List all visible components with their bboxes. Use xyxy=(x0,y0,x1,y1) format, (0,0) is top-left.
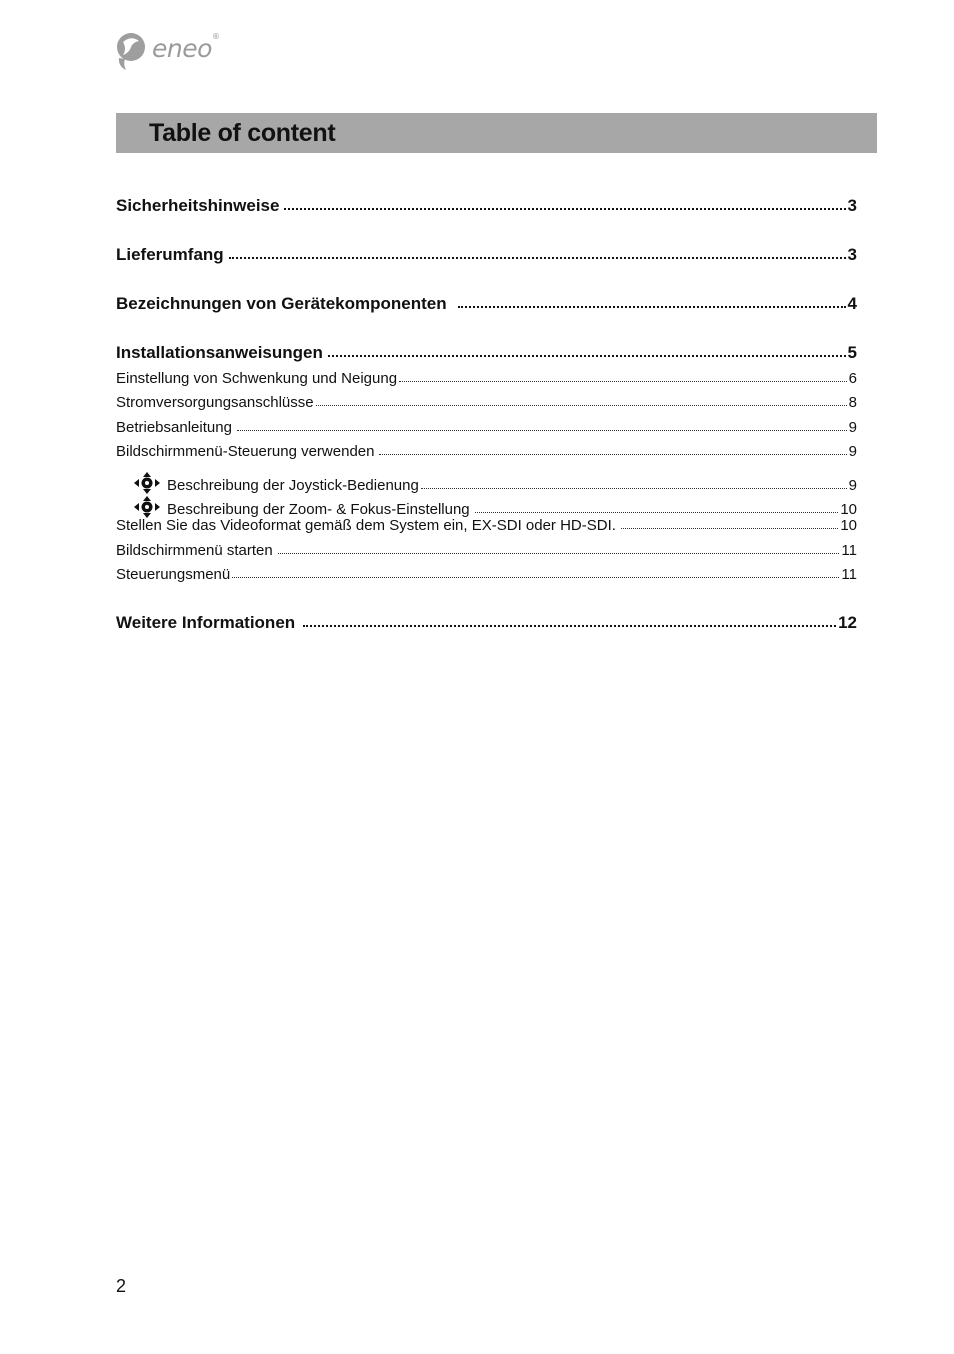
joystick-icon xyxy=(134,496,160,518)
toc-entry-label: Einstellung von Schwenkung und Neigung xyxy=(116,370,398,387)
toc-leader-dots xyxy=(475,510,839,513)
toc-entry-label: Bildschirmmenü-Steuerung verwenden xyxy=(116,443,375,460)
toc-leader-dots xyxy=(316,403,847,406)
toc-subentry[interactable] xyxy=(116,443,857,465)
toc-entry-label: Weitere Informationen xyxy=(116,613,296,632)
toc-entry-label: Beschreibung der Zoom- & Fokus-Einstellung xyxy=(167,501,470,518)
toc-leader-dots xyxy=(278,551,840,554)
toc-subentry[interactable] xyxy=(116,370,857,392)
toc-leader-dots xyxy=(421,486,847,489)
toc-leader-dots xyxy=(458,303,846,308)
toc-entry[interactable] xyxy=(116,343,857,367)
toc-entry[interactable] xyxy=(116,294,857,318)
brand-logo xyxy=(114,30,219,72)
toc-subentry[interactable] xyxy=(116,542,857,564)
toc-entry-page: 11 xyxy=(841,542,857,559)
toc-entry-label: Steuerungsmenü xyxy=(116,566,231,583)
toc-entry-page: 5 xyxy=(847,343,857,362)
toc-entry-page: 4 xyxy=(847,294,857,313)
toc-subentry[interactable] xyxy=(116,492,857,518)
joystick-icon xyxy=(134,472,160,494)
toc-subentry[interactable] xyxy=(116,419,857,441)
toc-entry[interactable] xyxy=(116,245,857,269)
toc-leader-dots xyxy=(284,205,845,210)
toc-entry-page: 9 xyxy=(848,443,857,460)
logo-wordmark: eneo® xyxy=(152,32,220,63)
toc-leader-dots xyxy=(328,352,846,357)
toc-leader-dots xyxy=(232,575,839,578)
toc-leader-dots xyxy=(303,622,836,627)
page-number: 2 xyxy=(116,1276,127,1296)
toc-entry-page: 11 xyxy=(841,566,857,583)
toc-leader-dots xyxy=(399,379,847,382)
toc-entry-page: 8 xyxy=(848,394,857,411)
title-bar xyxy=(116,113,877,153)
toc-entry-page: 6 xyxy=(848,370,857,387)
toc-entry-label: Stellen Sie das Videoformat gemäß dem System ein, EX-SDI oder HD-SDI. xyxy=(116,517,616,534)
toc-entry-page: 10 xyxy=(840,501,857,518)
toc-entry[interactable] xyxy=(116,196,857,220)
page-title: Table of content xyxy=(149,118,336,147)
toc-leader-dots xyxy=(379,452,846,455)
toc-leader-dots xyxy=(237,428,847,431)
toc-entry-page: 12 xyxy=(838,613,857,632)
toc-entry[interactable] xyxy=(116,613,857,637)
toc-entry-label: Installationsanweisungen xyxy=(116,343,323,362)
toc-entry-page: 9 xyxy=(848,477,857,494)
toc-leader-dots xyxy=(621,526,838,529)
toc-entry-label: Lieferumfang xyxy=(116,245,224,264)
toc-entry-page: 10 xyxy=(840,517,857,534)
toc-entry-label: Sicherheitshinweise xyxy=(116,196,280,215)
toc-entry-page: 3 xyxy=(847,245,857,264)
eneo-logo-mark-icon xyxy=(114,30,150,72)
toc-subentry[interactable] xyxy=(116,517,857,539)
toc-entry-page: 9 xyxy=(848,419,857,436)
toc-entry-label: Beschreibung der Joystick-Bedienung xyxy=(167,477,419,494)
toc-subentry[interactable] xyxy=(116,468,857,494)
toc-entry-label: Stromversorgungsanschlüsse xyxy=(116,394,314,411)
toc-entry-label: Bezeichnungen von Gerätekomponenten xyxy=(116,294,447,313)
toc-subentry[interactable] xyxy=(116,394,857,416)
toc-entry-label: Betriebsanleitung xyxy=(116,419,232,436)
toc-entry-label: Bildschirmmenü starten xyxy=(116,542,273,559)
toc-leader-dots xyxy=(229,254,846,259)
toc-entry-page: 3 xyxy=(847,196,857,215)
toc-subentry[interactable] xyxy=(116,566,857,588)
